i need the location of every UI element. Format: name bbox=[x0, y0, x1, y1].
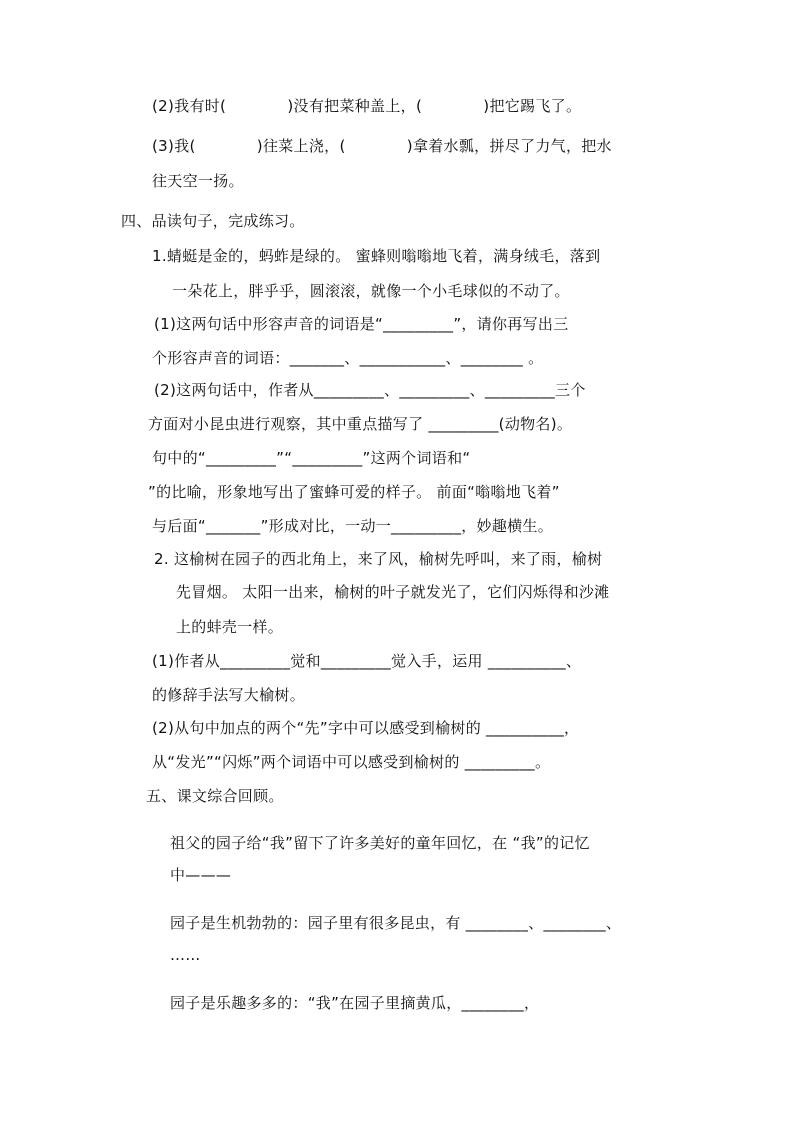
review-garden-fun-line-1: 园子是乐趣多多的：“我”在园子里摘黄瓜，________， bbox=[170, 994, 540, 1012]
p2-q1-line-1: (1)作者从_________觉和_________觉入手，运用 __________、 bbox=[152, 652, 582, 670]
section-five-heading: 五、课文综合回顾。 bbox=[146, 787, 284, 805]
p1-q2-line-5: 与后面“_______”形成对比，一动一_________，妙趣横生。 bbox=[152, 517, 554, 535]
review-intro-line-1: 祖父的园子给“我”留下了许多美好的童年回忆，在 “我”的记忆 bbox=[170, 834, 590, 852]
review-intro-line-2: 中——— bbox=[170, 866, 232, 884]
q2-line: (2)我有时( )没有把菜种盖上，( )把它踢飞了。 bbox=[152, 97, 582, 115]
p1-q2-line-2: 方面对小昆虫进行观察，其中重点描写了 _________(动物名)。 bbox=[148, 415, 573, 433]
review-garden-lively-line-2: …… bbox=[170, 946, 201, 964]
p2-q2-line-2: 从“发光”“闪烁”两个词语中可以感受到榆树的 _________。 bbox=[152, 753, 551, 771]
p1-q2-line-4: ”的比喻，形象地写出了蜜蜂可爱的样子。 前面“嗡嗡地飞着” bbox=[148, 483, 560, 501]
review-garden-lively-line-1: 园子是生机勃勃的：园子里有很多昆虫，有 ________、________、 bbox=[170, 914, 622, 932]
passage-2-line-1: 2. 这榆树在园子的西北角上，来了风，榆树先呼叫，来了雨，榆树 bbox=[154, 550, 603, 568]
p1-q2-line-3: 句中的“_________”“_________”这两个词语和“ bbox=[152, 449, 471, 467]
p1-q1-line-1: (1)这两句话中形容声音的词语是“_________”，请你再写出三 bbox=[154, 315, 569, 333]
passage-1-line-1: 1.蜻蜓是金的，蚂蚱是绿的。 蜜蜂则嗡嗡地飞着，满身绒毛，落到 bbox=[152, 247, 601, 265]
p1-q2-line-1: (2)这两句话中，作者从_________、_________、_________三个 bbox=[154, 381, 586, 399]
q3-line-cont: 往天空一扬。 bbox=[152, 172, 244, 190]
p2-q2-line-1: (2)从句中加点的两个“先”字中可以感受到榆树的 __________， bbox=[152, 719, 580, 737]
p1-q1-line-2: 个形容声音的词语：_______、___________、________ 。 bbox=[152, 349, 544, 367]
q3-line: (3)我( )往菜上浇，( )拿着水瓢，拼尽了力气，把水 bbox=[152, 137, 612, 155]
section-four-heading: 四、品读句子，完成练习。 bbox=[121, 212, 305, 230]
p2-q1-line-2: 的修辞手法写大榆树。 bbox=[152, 686, 306, 704]
passage-2-line-2: 先冒烟。 太阳一出来，榆树的叶子就发光了，它们闪烁得和沙滩 bbox=[176, 583, 610, 601]
passage-2-line-3: 上的蚌壳一样。 bbox=[176, 618, 284, 636]
passage-1-line-2: 一朵花上，胖乎乎，圆滚滚，就像一个小毛球似的不动了。 bbox=[172, 282, 570, 300]
